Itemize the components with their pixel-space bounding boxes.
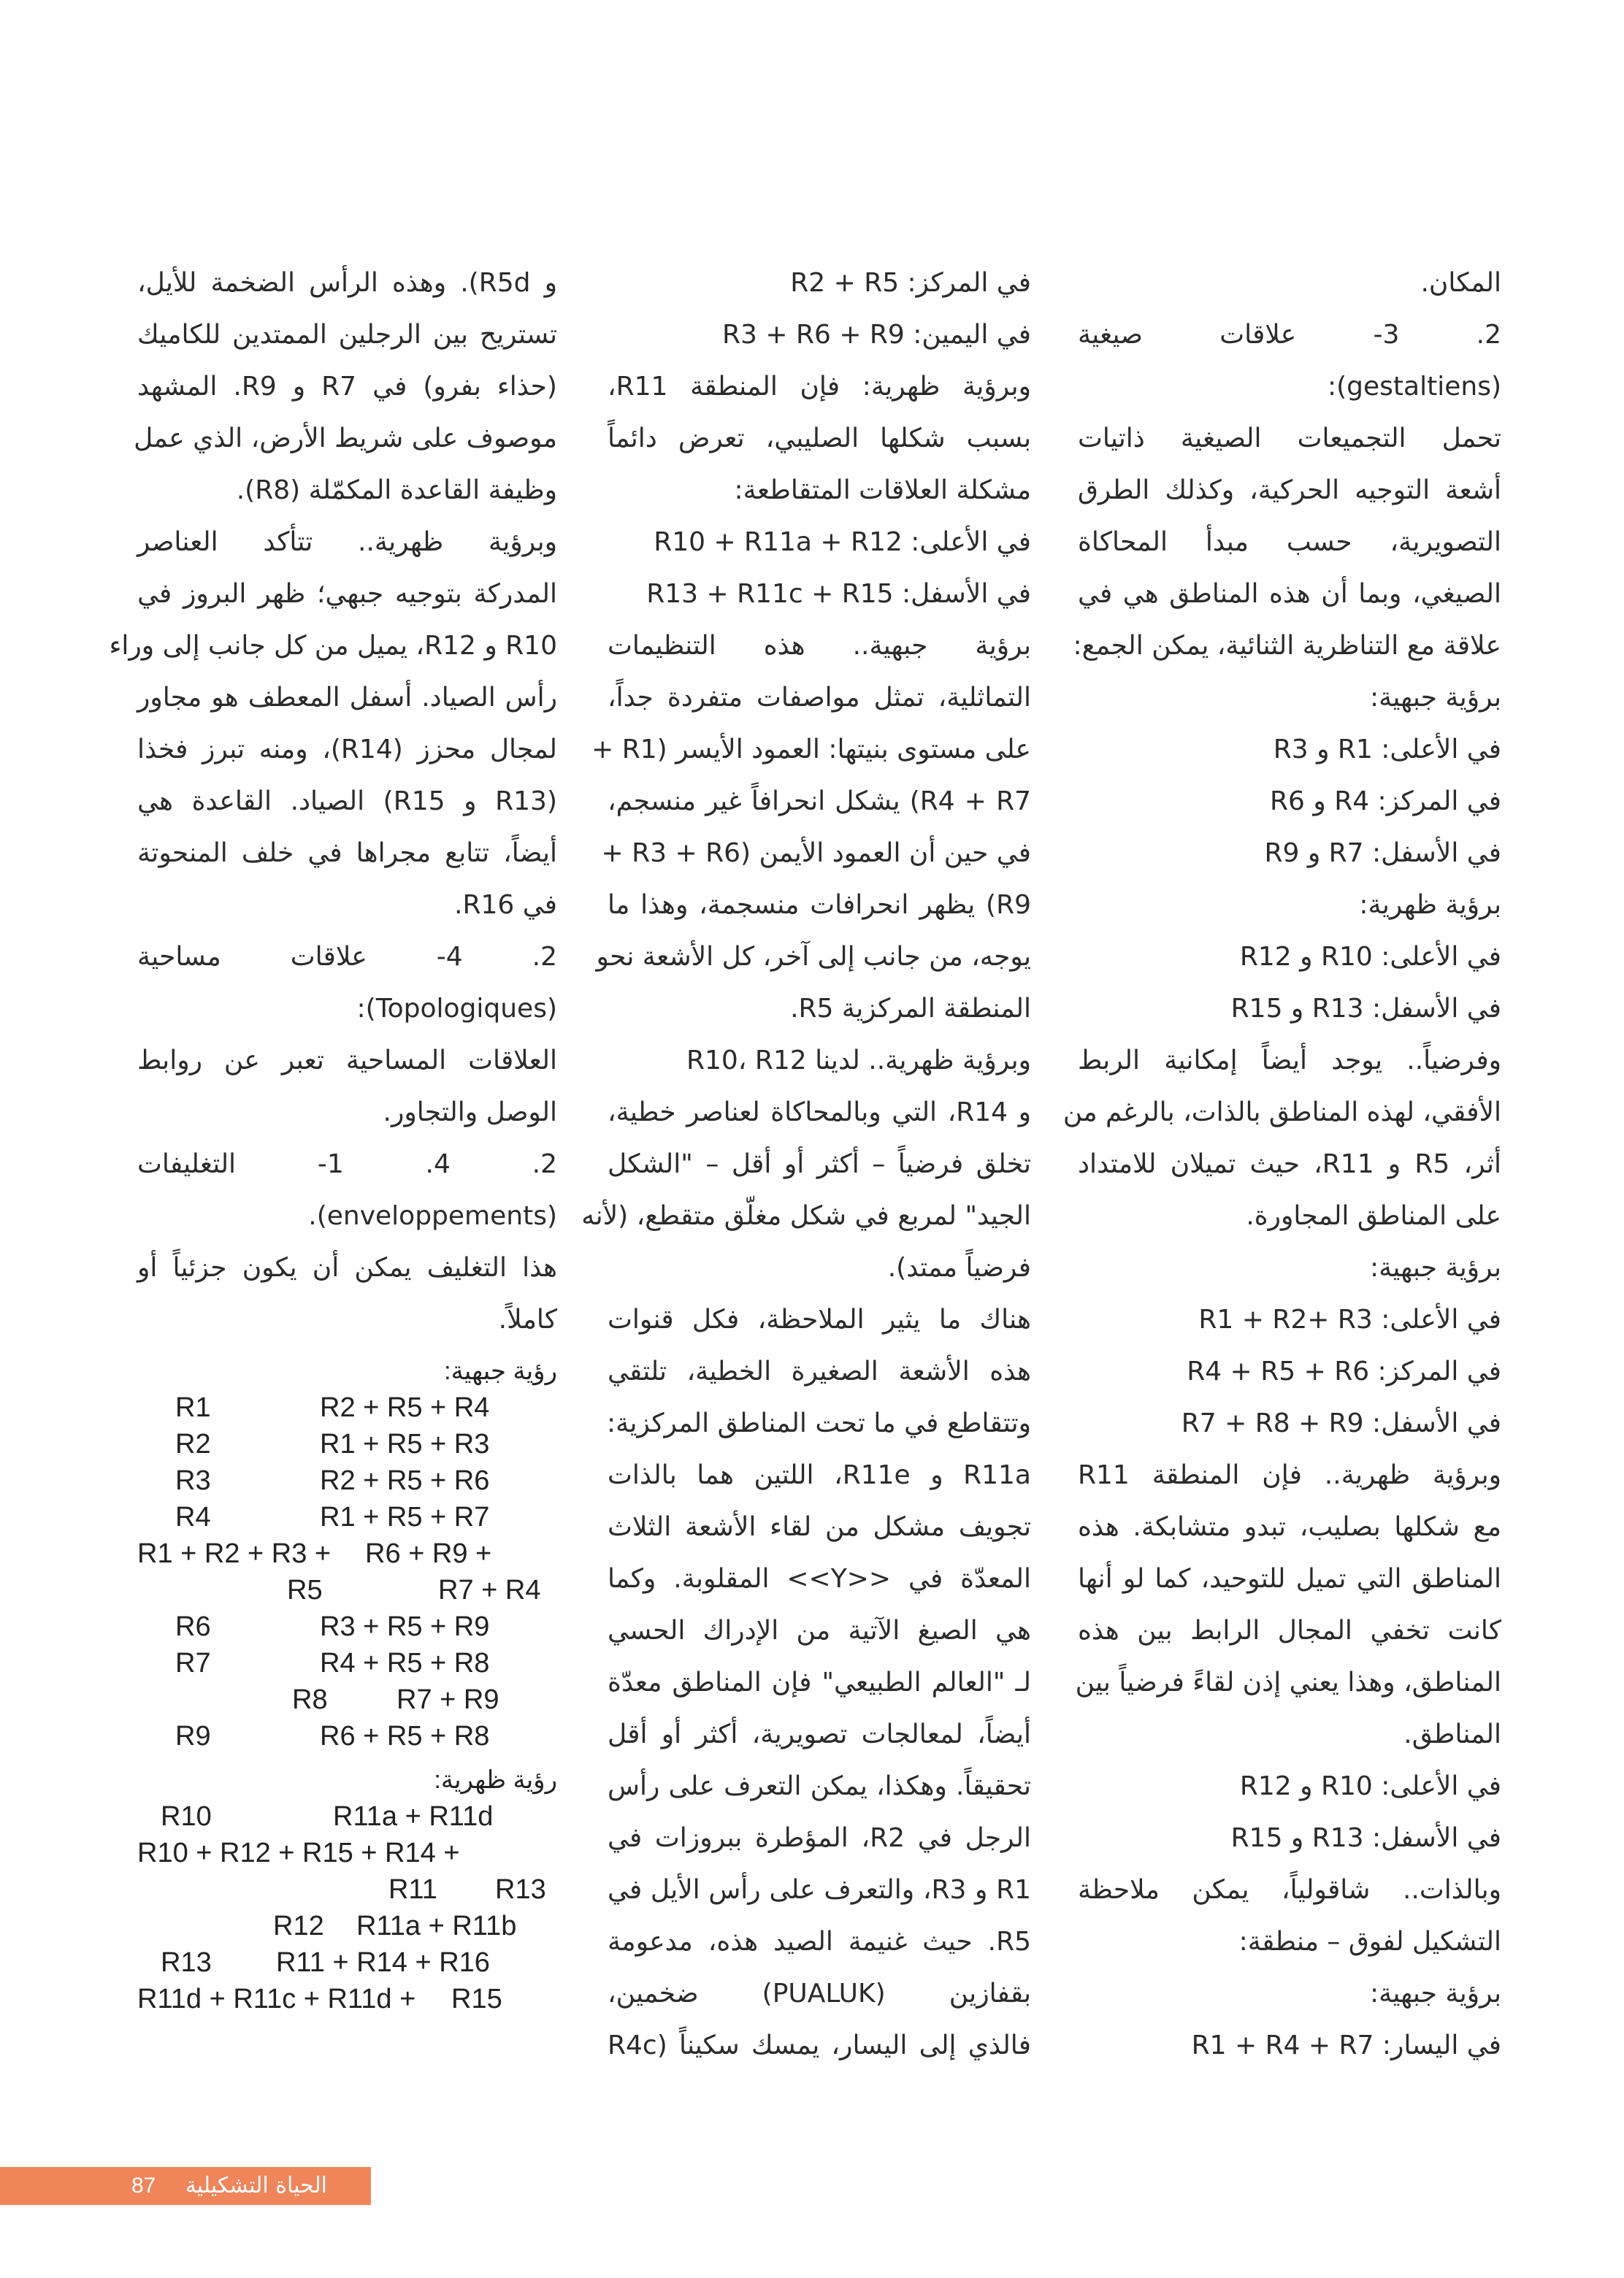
text-line: المعدّة في <<Y>> المقلوبة. وكما	[608, 1564, 1032, 1594]
relation-row	[137, 1718, 557, 1754]
text-line: على المناطق المجاورة.	[1246, 1201, 1501, 1231]
region-label: R2	[175, 1429, 211, 1460]
text-line: موصوف على شريط الأرض، الذي عمل	[134, 423, 557, 453]
adjacent-regions: R2 + R5 + R4	[320, 1392, 490, 1423]
relation-row	[137, 1871, 557, 1908]
adjacent-regions: R7 + R4	[438, 1575, 541, 1606]
relation-row	[137, 1608, 557, 1645]
text-line: لـ "العالم الطبيعي" فإن المناطق معدّة	[608, 1668, 1031, 1698]
text-line: أيضاً، تتابع مجراها في خلف المنحوتة	[137, 838, 557, 868]
text-line: تخلق فرضياً – أكثر أو أقل – "الشكل	[608, 1149, 1031, 1179]
adjacent-regions: R1 + R5 + R7	[320, 1502, 490, 1533]
front-view-relations	[137, 1389, 557, 1754]
text-column-right	[1062, 257, 1501, 2071]
text-line: في الأعلى: R1 و R3	[1273, 735, 1501, 764]
relation-row	[137, 1535, 557, 1572]
adjacent-regions: R11a + R11d	[333, 1801, 494, 1832]
relation-row	[137, 1572, 557, 1608]
adjacent-regions: R1 + R5 + R3	[320, 1429, 490, 1460]
text-line: (R13 و R15) الصياد. القاعدة هي	[137, 786, 557, 816]
region-label: R7	[175, 1648, 211, 1679]
footer-bar	[0, 2167, 371, 2205]
region-label: R1 + R2 + R3 +	[137, 1538, 332, 1569]
text-line: وبرؤية ظهرية.. فإن المنطقة R11	[1078, 1460, 1501, 1490]
adjacent-regions: R4 + R5 + R8	[320, 1648, 490, 1679]
back-view-relations	[137, 1798, 557, 2017]
text-line: R11a و R11e، اللتين هما بالذات	[608, 1460, 1031, 1490]
text-line: الجيد" لمربع في شكل مغلّق متقطع، (لأنه	[581, 1201, 1031, 1231]
region-label: R3	[175, 1465, 211, 1496]
text-line: في الأعلى: R10 و R12	[1239, 942, 1501, 972]
adjacent-regions: R6 + R9 +	[365, 1538, 492, 1569]
text-column-left	[109, 257, 558, 2017]
text-line: و R14، التي وبالمحاكاة لعناصر خطية،	[608, 1097, 1031, 1127]
text-line: 2. 4. ‎-1 التغليفات	[137, 1149, 558, 1179]
text-line: في الأسفل: R7 و R9	[1264, 838, 1501, 868]
text-line: كاملاً.	[498, 1305, 557, 1335]
relation-row	[137, 1681, 557, 1718]
text-line: في اليسار: R1 + R4 + R7	[1191, 2030, 1501, 2060]
region-label: R9	[175, 1721, 211, 1752]
text-line: 2. ‎-3 علاقات صيغية	[1078, 320, 1501, 350]
column-left-paragraphs	[109, 257, 558, 1346]
text-line: أثر، R5 و R11، حيث تميلان للامتداد	[1078, 1149, 1501, 1179]
text-line: (حذاء بفرو) في R7 و R9. المشهد	[137, 372, 557, 402]
adjacent-regions: R15	[451, 1984, 502, 2014]
text-line: في المركز: R4 و R6	[1269, 786, 1501, 816]
text-line: R9) يظهر انحرافات منسجمة، وهذا ما	[608, 890, 1031, 920]
region-label: R10	[161, 1801, 212, 1832]
text-line: فرضياً ممتد).	[887, 1253, 1031, 1283]
region-label: R13	[161, 1947, 212, 1978]
text-line: المكان.	[1420, 268, 1501, 298]
text-line: في الأعلى: R10 و R12	[1239, 1771, 1501, 1801]
text-column-middle	[581, 257, 1032, 2071]
region-label: R4	[175, 1502, 211, 1533]
text-line: وبرؤية ظهرية.. لدينا R10، R12	[686, 1046, 1031, 1075]
text-line: برؤية جبهية:	[1369, 1253, 1501, 1283]
text-line: بقفازين (PUALUK) ضخمين،	[608, 1979, 1031, 2009]
text-line: R1 و R3، والتعرف على رأس الأيل في	[608, 1875, 1031, 1905]
text-line: الأفقي، لهذه المناطق بالذات، بالرغم من	[1062, 1097, 1501, 1127]
text-line: فالذي إلى اليسار، يمسك سكيناً (R4c	[608, 2030, 1031, 2060]
text-line: المدركة بتوجيه جبهي؛ ظهر البروز في	[137, 579, 557, 609]
region-label: R8	[292, 1684, 328, 1715]
text-line: في R16.	[454, 890, 557, 920]
text-line: هي الصيغ الآتية من الإدراك الحسي	[608, 1616, 1031, 1646]
text-line: في الأسفل: R13 و R15	[1230, 1823, 1501, 1853]
text-line: الرجل في R2، المؤطرة ببروزات في	[608, 1823, 1031, 1853]
text-line: في المركز: R4 + R5 + R6	[1187, 1357, 1501, 1387]
text-line: R4 + R7) يشكل انحرافاً غير منسجم،	[608, 786, 1031, 816]
text-line: هذه الأشعة الصغيرة الخطية، تلتقي	[608, 1357, 1031, 1387]
text-line: في الأعلى: R10 + R11a + R12	[654, 527, 1031, 557]
region-label: R1	[175, 1392, 211, 1423]
text-line: وتتقاطع في ما تحت المناطق المركزية:	[607, 1408, 1031, 1438]
text-line: (enveloppements).	[308, 1201, 557, 1231]
text-line: R5. حيث غنيمة الصيد هذه، مدعومة	[608, 1927, 1031, 1957]
adjacent-regions: R13	[495, 1874, 546, 1905]
text-line: تحمل التجميعات الصيغية ذاتيات	[1078, 423, 1501, 453]
text-line: في الأعلى: R1 + R2+ R3	[1198, 1305, 1501, 1335]
text-line: (gestaltiens):	[1327, 372, 1501, 402]
region-label: R5	[287, 1575, 323, 1606]
text-line: وظيفة القاعدة المكمّلة (R8).	[236, 475, 557, 505]
text-line: العلاقات المساحية تعبر عن روابط	[137, 1046, 557, 1075]
text-line: تجويف مشكل من لقاء الأشعة الثلاث	[608, 1512, 1031, 1542]
text-line: مع شكلها بصليب، تبدو متشابكة. هذه	[1078, 1512, 1501, 1542]
text-line: بسبب شكلها الصليبي، تعرض دائماً	[608, 423, 1031, 453]
text-line: هناك ما يثير الملاحظة، فكل قنوات	[608, 1305, 1031, 1335]
relation-row	[137, 1645, 557, 1681]
adjacent-regions: R7 + R9	[397, 1684, 499, 1715]
region-label: R10 + R12 + R15 + R14 +	[137, 1838, 460, 1868]
region-label: R6	[175, 1611, 211, 1642]
relation-row	[137, 1426, 557, 1462]
adjacent-regions: R11 + R14 + R16	[276, 1947, 490, 1978]
adjacent-regions: R11a + R11b	[356, 1911, 517, 1941]
text-line: وبالذات.. شاقولياً، يمكن ملاحظة	[1078, 1875, 1501, 1905]
relation-row	[137, 1499, 557, 1535]
text-line: الصيغي، وبما أن هذه المناطق هي في	[1078, 579, 1501, 609]
relation-row	[137, 1389, 557, 1426]
magazine-title: الحياة التشكيلية	[185, 2173, 327, 2198]
relation-row	[137, 1798, 557, 1835]
adjacent-regions: R3 + R5 + R9	[320, 1611, 490, 1642]
text-line: علاقة مع التناظرية الثنائية، يمكن الجمع:	[1073, 631, 1501, 661]
text-line: تحقيقاً. وهكذا، يمكن التعرف على رأس	[608, 1771, 1031, 1801]
text-line: تستريح بين الرجلين الممتدين للكاميك	[137, 320, 557, 350]
text-line: الوصل والتجاور.	[383, 1097, 557, 1127]
text-line: 2. ‎-4 علاقات مساحية	[137, 942, 557, 972]
text-line: التشكيل لفوق – منطقة:	[1238, 1927, 1501, 1957]
text-line: أيضاً، لمعالجات تصويرية، أكثر أو أقل	[608, 1719, 1031, 1749]
page-number: 87	[131, 2174, 156, 2198]
text-line: في اليمين: R3 + R6 + R9	[721, 320, 1031, 350]
text-line: (Topologiques):	[356, 994, 557, 1024]
region-label: R11d + R11c + R11d +	[137, 1984, 416, 2014]
adjacent-regions: R2 + R5 + R6	[320, 1465, 490, 1496]
text-line: وبرؤية ظهرية: فإن المنطقة R11،	[608, 372, 1031, 402]
text-line: المناطق، وهذا يعني إذن لقاءً فرضياً بين	[1075, 1668, 1501, 1698]
relation-row	[137, 1908, 557, 1944]
text-line: برؤية ظهرية:	[1359, 890, 1501, 920]
region-label: R11	[388, 1874, 437, 1905]
relation-row	[137, 1462, 557, 1499]
text-line: على مستوى بنيتها: العمود الأيسر (R1 +	[591, 735, 1031, 764]
region-relations-block	[137, 1353, 557, 2017]
text-line: وبرؤية ظهرية.. تتأكد العناصر	[137, 527, 557, 557]
text-line: مشكلة العلاقات المتقاطعة:	[734, 475, 1031, 505]
text-line: برؤية جبهية:	[1369, 1979, 1501, 2009]
text-line: لمجال محزز (R14)، ومنه تبرز فخذا	[137, 735, 557, 764]
back-view-subheading: رؤية ظهرية:	[434, 1766, 557, 1794]
text-line: المنطقة المركزية R5.	[790, 994, 1031, 1024]
text-line: في المركز: R2 + R5	[790, 268, 1031, 298]
text-line: كانت تخفي المجال الرابط بين هذه	[1078, 1616, 1501, 1646]
text-line: المناطق التي تميل للتوحيد، كما لو أنها	[1078, 1564, 1501, 1594]
relation-row	[137, 1981, 557, 2017]
text-line: المناطق.	[1403, 1719, 1501, 1749]
adjacent-regions: R6 + R5 + R8	[320, 1721, 490, 1752]
text-line: يوجه، من جانب إلى آخر، كل الأشعة نحو	[596, 942, 1031, 972]
text-line: وفرضياً.. يوجد أيضاً إمكانية الربط	[1078, 1046, 1501, 1075]
text-line: التماثلية، تمثل مواصفات متفردة جداً،	[608, 683, 1031, 713]
text-line: برؤية جبهية:	[1369, 683, 1501, 713]
text-line: R10 و R12، يميل من كل جانب إلى وراء	[109, 631, 557, 661]
relation-row	[137, 1944, 557, 1981]
text-line: رأس الصياد. أسفل المعطف هو مجاور	[137, 683, 557, 713]
text-line: هذا التغليف يمكن أن يكون جزئياً أو	[137, 1253, 557, 1283]
text-line: في الأسفل: R13 + R11c + R15	[646, 579, 1031, 609]
front-view-subheading: رؤية جبهية:	[444, 1357, 557, 1385]
relation-row	[137, 1835, 557, 1871]
text-line: أشعة التوجيه الحركية، وكذلك الطرق	[1078, 475, 1501, 505]
text-line: في الأسفل: R13 و R15	[1230, 994, 1501, 1024]
text-line: و R5d). وهذه الرأس الضخمة للأيل،	[137, 268, 558, 298]
text-line: في الأسفل: R7 + R8 + R9	[1181, 1408, 1501, 1438]
text-line: برؤية جبهية.. هذه التنظيمات	[608, 631, 1031, 661]
region-label: R12	[273, 1911, 324, 1941]
text-line: التصويرية، حسب مبدأ المحاكاة	[1078, 527, 1501, 557]
text-line: في حين أن العمود الأيمن (R3 + R6 +	[601, 838, 1031, 868]
